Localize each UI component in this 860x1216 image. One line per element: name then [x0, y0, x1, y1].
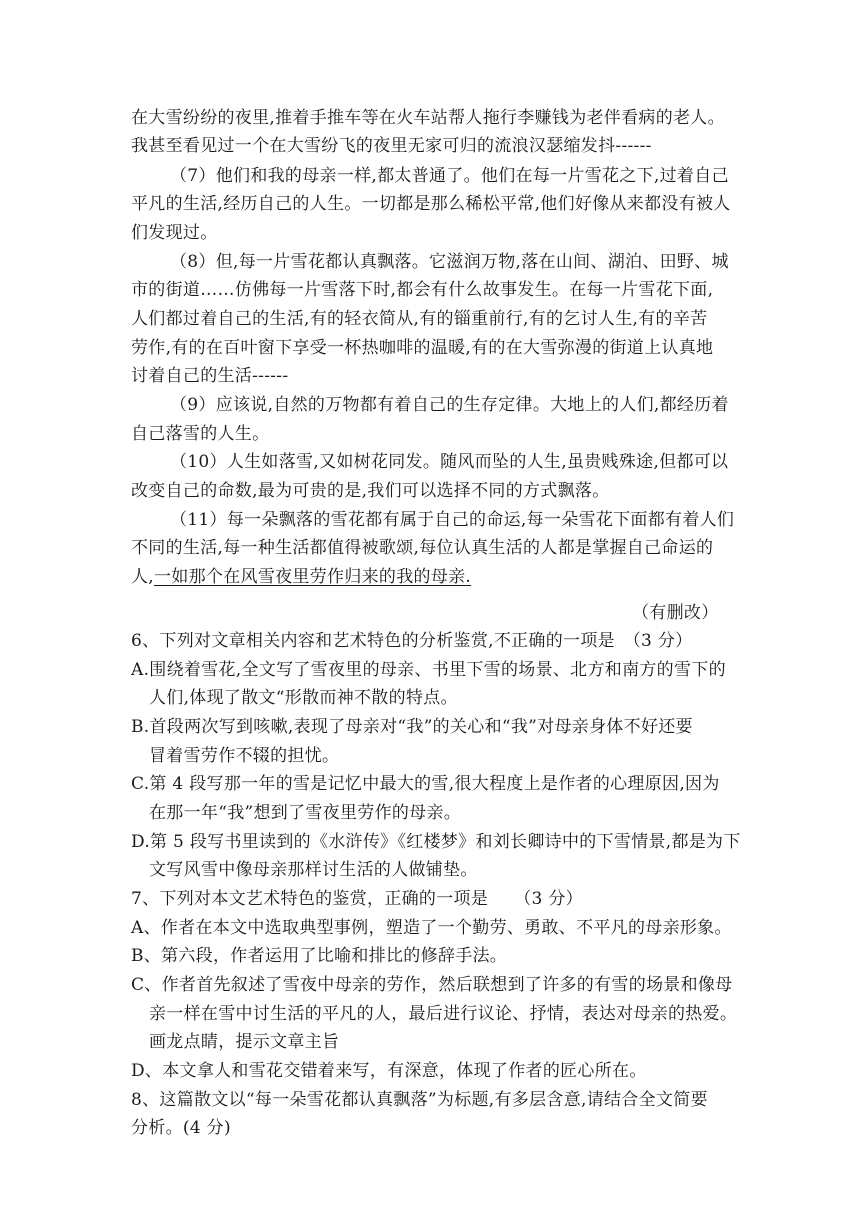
question-6-option-d-cont: 文写风雪中像母亲那样讨生活的人做铺垫。 — [149, 860, 478, 880]
paragraph-11-prefix: 人, — [131, 567, 155, 587]
question-7-option-b: B、第六段，作者运用了比喻和排比的修辞手法。 — [131, 946, 508, 966]
question-7-option-a: A、作者在本文中选取典型事例，塑造了一个勤劳、勇敢、不平凡的母亲形象。 — [131, 918, 732, 938]
paragraph-11-line — [131, 565, 471, 589]
question-6-option-b-cont: 冒着雪劳作不辍的担忧。 — [149, 746, 340, 766]
question-6-option-b: B.首段两次写到咳嗽,表现了母亲对“我”的关心和“我”对母亲身体不好还要 — [131, 717, 693, 737]
paragraph-7-line: 们发现过。 — [131, 223, 218, 243]
paragraph-7-line: （7）他们和我的母亲一样,都太普通了。他们在每一片雪花之下,过着自己 — [170, 166, 729, 186]
underlined-sentence: 一如那个在风雪夜里劳作归来的我的母亲. — [154, 567, 472, 587]
question-7-option-c-cont: 画龙点睛，提示文章主旨 — [149, 1032, 340, 1052]
passage-line: 在大雪纷纷的夜里,推着手推车等在火车站帮人拖行李赚钱为老伴看病的老人。 — [131, 108, 725, 128]
paragraph-10-line: （10）人生如落雪,又如树花同发。随风而坠的人生,虽贵贱殊途,但都可以 — [170, 452, 729, 472]
paragraph-8-line: （8）但,每一片雪花都认真飘落。它滋润万物,落在山间、湖泊、田野、城 — [170, 252, 729, 272]
question-7-option-c-cont: 亲一样在雪中讨生活的平凡的人，最后进行议论、抒情，表达对母亲的热爱。 — [149, 1004, 738, 1024]
paragraph-8-line: 劳作,有的在百叶窗下享受一杯热咖啡的温暖,有的在大雪弥漫的街道上认真地 — [131, 338, 714, 358]
question-6-option-c: C.第 4 段写那一年的雪是记忆中最大的雪,很大程度上是作者的心理原因,因为 — [131, 774, 720, 794]
paragraph-11-line: 不同的生活,每一种生活都值得被歌颂,每位认真生活的人都是掌握自己命运的 — [131, 538, 714, 558]
passage-line: 我甚至看见过一个在大雪纷飞的夜里无家可归的流浪汉瑟缩发抖------ — [131, 136, 652, 156]
paragraph-10-line: 改变自己的命数,最为可贵的是,我们可以选择不同的方式飘落。 — [131, 481, 610, 501]
question-6-option-d: D.第 5 段写书里读到的《水浒传》《红楼梦》和刘长卿诗中的下雪情景,都是为下 — [131, 832, 741, 852]
paragraph-9-line: （9）应该说,自然的万物都有着自己的生存定律。大地上的人们,都经历着 — [170, 395, 729, 415]
source-note: （有删改） — [632, 603, 719, 623]
paragraph-11-line: （11）每一朵飘落的雪花都有属于自己的命运,每一朵雪花下面都有着人们 — [170, 510, 735, 530]
question-8-stem: 8、这篇散文以“每一朵雪花都认真飘落”为标题,有多层含意,请结合全文简要 — [131, 1090, 708, 1110]
question-7-option-c: C、作者首先叙述了雪夜中母亲的劳作，然后联想到了许多的有雪的场景和像母 — [131, 975, 733, 995]
paragraph-8-line: 讨着自己的生活------ — [131, 366, 289, 386]
question-8-stem-cont: 分析。(4 分) — [131, 1118, 231, 1138]
paragraph-8-line: 市的街道……仿佛每一片雪落下时,都会有什么故事发生。在每一片雪花下面, — [131, 280, 714, 300]
paragraph-8-line: 人们都过着自己的生活,有的轻衣简从,有的锱重前行,有的乞讨人生,有的辛苦 — [131, 309, 708, 329]
paragraph-7-line: 平凡的生活,经历自己的人生。一切都是那么稀松平常,他们好像从来都没有被人 — [131, 194, 731, 214]
question-6-option-c-cont: 在那一年“我”想到了雪夜里劳作的母亲。 — [149, 803, 462, 823]
question-7-stem: 7、下列对本文艺术特色的鉴赏，正确的一项是 （3 分） — [131, 889, 583, 909]
question-6-stem: 6、下列对文章相关内容和艺术特色的分析鉴赏,不正确的一项是 （3 分） — [131, 631, 693, 651]
question-6-option-a-cont: 人们,体现了散文“形散而神不散的特点。 — [149, 688, 458, 708]
question-7-option-d: D、本文拿人和雪花交错着来写，有深意，体现了作者的匠心所在。 — [131, 1061, 647, 1081]
question-6-option-a: A.围绕着雪花,全文写了雪夜里的母亲、书里下雪的场景、北方和南方的雪下的 — [131, 660, 726, 680]
paragraph-9-line: 自己落雪的人生。 — [131, 424, 270, 444]
